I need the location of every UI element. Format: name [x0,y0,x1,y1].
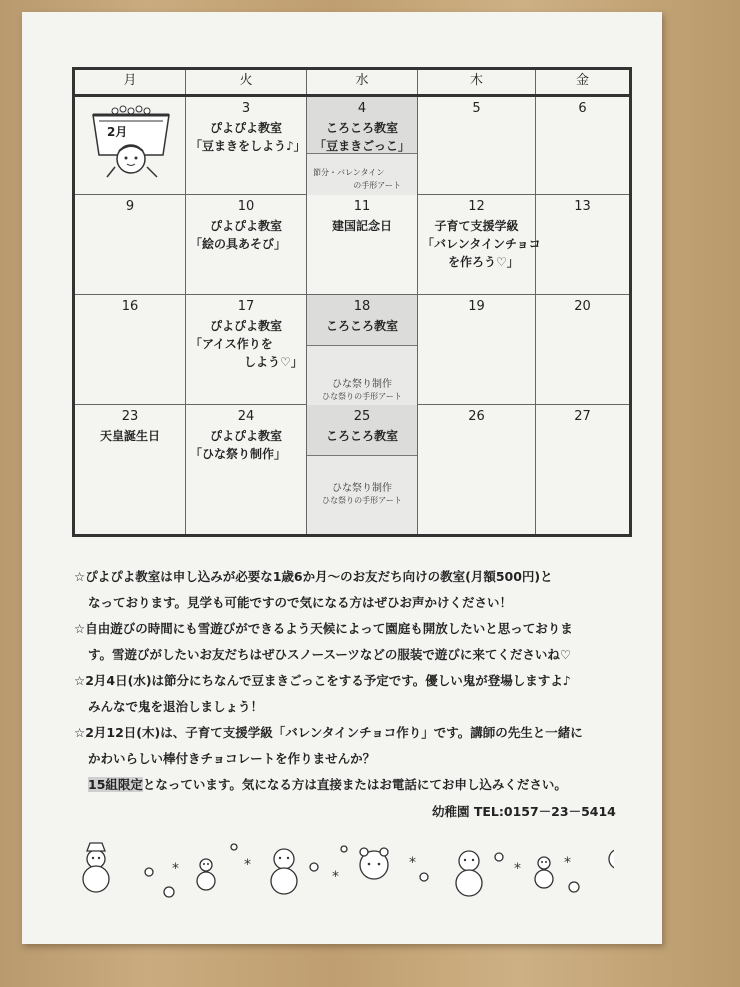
activity-note-line2: ひな祭りの手形アート [322,496,402,505]
cell-divider [307,455,417,456]
event-subtitle: 「バレンタインチョコ [422,237,541,251]
svg-text:*: * [172,861,179,877]
day-number: 4 [357,101,367,116]
event-subtitle: 「ひな祭り制作」 [190,447,287,461]
note-line: みんなで鬼を退治しましょう！ [88,699,264,714]
calendar-table [72,67,632,537]
note-line: す。雪遊びがしたいお友だちはぜひスノースーツなどの服装で遊びに来てくださいね♡ [88,647,572,662]
cell-week4-wed [307,405,418,534]
event-title: ぴよぴよ教室 [209,429,282,443]
cell-divider [307,345,417,346]
event-title: ぴよぴよ教室 [209,319,282,333]
weekday-wed: 水 [307,70,418,94]
limit-text: となっています。気になる方は直接またはお電話にてお申し込みください。 [142,777,567,792]
svg-text:*: * [514,861,521,877]
cell-week3-fri [536,295,629,405]
day-number: 13 [574,199,591,214]
note-line: ☆ぴよぴよ教室は申し込みが必要な1歳6か月～のお友だち向けの教室(月額500円)と [74,569,553,584]
activity-note-line1: 節分・バレンタイン [313,168,385,177]
event-subtitle: 「絵の具あそび」 [190,237,287,251]
event-subtitle: 「豆まきごっこ」 [314,139,410,153]
cell-week1-wed [307,97,418,195]
cell-week2-thu [418,195,541,295]
note-line-limit [74,772,634,798]
cell-divider [307,153,417,154]
cell-week3-tue [186,295,307,405]
holiday-label: 天皇誕生日 [99,429,160,443]
note-line: なっております。見学も可能ですので気になる方はぜひお声かけください！ [88,595,513,610]
day-number: 10 [237,199,255,214]
day-number: 6 [578,101,587,116]
cell-week4-thu [418,405,536,534]
event-subtitle: 「アイス作りを [190,337,273,351]
cell-week2-tue [186,195,307,295]
event-subtitle-line2: しよう♡」 [244,355,303,369]
svg-text:*: * [244,857,251,873]
contact-line: 幼稚園 TEL:0157－23－5414 [432,804,616,819]
event-title: ぴよぴよ教室 [209,219,282,233]
note-line: ☆自由遊びの時間にも雪遊びができるよう天候によって園庭も開放したいと思っておりま [74,621,573,636]
note-line: ☆2月4日(水)は節分にちなんで豆まきごっこをする予定です。優しい鬼が登場しますよ♪ [74,673,571,688]
day-number: 27 [574,409,591,424]
weekday-mon: 月 [75,70,186,94]
month-label: 2月 [107,125,128,139]
weekday-tue: 火 [186,70,307,94]
weekday-thu: 木 [418,70,536,94]
event-title: 子育て支援学級 [434,219,519,233]
cell-week1-fri [536,97,629,195]
cell-week4-mon [75,405,186,534]
note-line: かわいらしい棒付きチョコレートを作りませんか？ [88,751,376,766]
cell-week4-tue [186,405,307,534]
svg-text:*: * [409,855,416,871]
event-title: ころころ教室 [325,429,398,443]
snowman-border-decoration [74,837,614,907]
day-number: 26 [468,409,485,424]
limit-highlight: 15組限定 [88,777,143,792]
day-number: 5 [472,101,481,116]
day-number: 20 [574,299,591,314]
day-number: 12 [468,199,485,214]
activity-note-area [307,345,417,405]
day-number: 25 [353,409,371,424]
day-number: 3 [241,101,251,116]
day-number: 9 [125,199,135,214]
event-title: ころころ教室 [325,121,398,135]
activity-note-line2: の手形アート [353,181,401,190]
event-subtitle: 「豆まきをしよう♪」 [190,139,306,153]
activity-note-area [307,153,417,195]
day-number: 19 [468,299,485,314]
day-number: 17 [237,299,255,314]
weekday-fri: 金 [575,73,589,88]
setsubun-masu-illustration [85,103,177,185]
day-number: 16 [121,299,139,314]
svg-text:*: * [564,855,571,871]
cell-week1-tue [186,97,307,195]
cell-week2-fri [536,195,629,295]
day-number: 24 [237,409,255,424]
day-number: 23 [121,409,139,424]
activity-note-line2: ひな祭りの手形アート [322,392,402,401]
cell-week1-mon [75,97,186,195]
event-subtitle-line2: を作ろう♡」 [448,255,519,269]
cell-week2-mon [75,195,186,295]
event-title: ぴよぴよ教室 [209,121,282,135]
cell-week2-wed [307,195,418,295]
day-number: 18 [353,299,371,314]
note-line: ☆2月12日(木)は、子育て支援学級「バレンタインチョコ作り」です。講師の先生と一緒に [74,725,583,740]
weekday-header [75,70,629,97]
cell-week4-fri [536,405,629,534]
activity-note-area [307,455,417,534]
activity-note-line1: ひな祭り制作 [332,379,392,390]
flyer-sheet [22,12,662,944]
cell-week1-thu [418,97,536,195]
activity-note-line1: ひな祭り制作 [332,483,392,494]
holiday-label: 建国記念日 [331,219,392,233]
cell-week3-wed [307,295,418,405]
svg-text:*: * [332,869,339,885]
cell-week3-thu [418,295,536,405]
cell-week3-mon [75,295,186,405]
event-title: ころころ教室 [325,319,398,333]
day-number: 11 [353,199,371,214]
info-notes [74,564,634,798]
